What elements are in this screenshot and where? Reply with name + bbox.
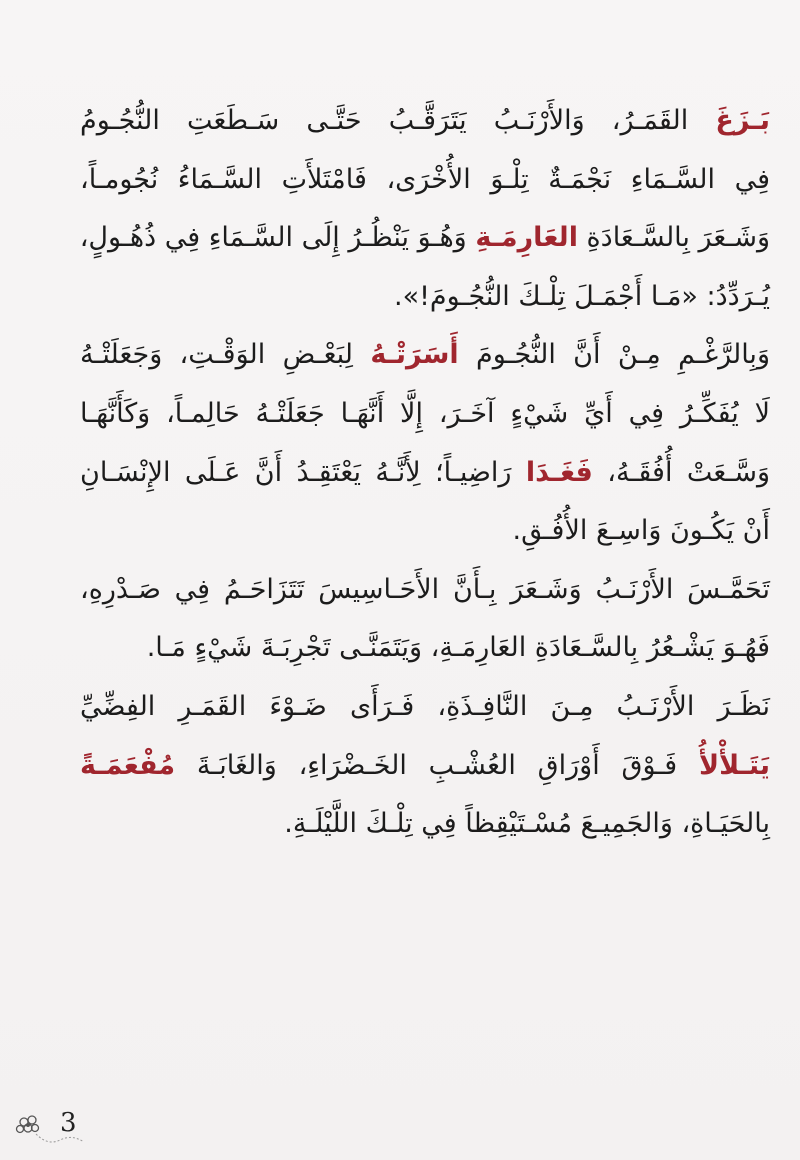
story-line (80, 268, 770, 327)
story-text (80, 92, 770, 854)
story-text-segment: لِبَعْـضِ الوَقْـتِ، وَجَعَلَتْـهُ (80, 339, 371, 371)
story-line (80, 92, 770, 151)
story-line (80, 619, 770, 678)
story-line (80, 151, 770, 210)
highlighted-word: مُفْعَمَـةً (80, 749, 176, 781)
story-text-segment: وَسَّـعَتْ أُفُقَـهُ، (592, 456, 770, 488)
story-line (80, 678, 770, 737)
story-text-segment: رَاضِيـاً؛ لِأَنَّـهُ يَعْتَقِـدُ أَنَّ عَـلَى الإِنْسَـانِ (80, 456, 526, 488)
story-line (80, 561, 770, 620)
story-line (80, 326, 770, 385)
highlighted-word: بَـزَغَ (715, 105, 770, 136)
highlighted-word: أَسَرَتْـهُ (370, 339, 459, 371)
story-line (80, 502, 770, 561)
story-line (80, 737, 770, 796)
highlighted-word: يَتَـلأْلأُ (699, 749, 770, 781)
story-text-segment: لَا يُفَكِّـرُ فِي أَيِّ شَيْءٍ آخَـرَ، إِلَّا أَنَّهَـا جَعَلَتْـهُ حَالِمـاً، وَكَأَنَّهَـا (80, 397, 770, 429)
story-text-segment: نَظَـرَ الأَرْنَـبُ مِـنَ النَّافِـذَةِ، فَـرَأَى ضَـوْءَ القَمَـرِ الفِضِّيِّ (80, 690, 770, 722)
highlighted-word: فَغَـدَا (525, 456, 593, 488)
story-text-segment: وَهُـوَ يَنْظُـرُ إِلَى السَّـمَاءِ فِي ذُهُـولٍ، (79, 222, 476, 254)
story-text-segment: فَهُـوَ يَشْـعُرُ بِالسَّـعَادَةِ العَارِمَـةِ، وَيَتَمَنَّـى تَجْرِبَـةَ شَيْءٍ مَـا. (146, 632, 770, 664)
story-text-segment: فِي السَّـمَاءِ نَجْمَـةٌ تِلْـوَ الأُخْرَى، فَامْتَلأَتِ السَّـمَاءُ نُجُومـاً، (80, 163, 770, 195)
story-text-segment: أَنْ يَكُـونَ وَاسِـعَ الأُفُـقِ. (512, 515, 770, 547)
story-text-segment: يُـرَدِّدُ: «مَـا أَجْمَـلَ تِلْـكَ النُّجُـومَ!». (394, 280, 770, 312)
story-text-segment: بِالحَيَـاةِ، وَالجَمِيـعَ مُسْـتَيْقِظاً فِي تِلْـكَ اللَّيْلَـةِ. (284, 808, 770, 840)
story-text-segment: فَـوْقَ أَوْرَاقِ العُشْـبِ الخَـضْرَاءِ، وَالغَابَـةَ (175, 749, 699, 781)
story-text-segment: القَمَـرُ، وَالأَرْنَـبُ يَتَرَقَّـبُ حَتَّـى سَـطَعَتِ النُّجُـومُ (80, 105, 716, 136)
highlighted-word: العَارِمَـةِ (475, 222, 578, 254)
story-text-segment: وَشَـعَرَ بِالسَّـعَادَةِ (577, 222, 770, 254)
story-line (80, 385, 770, 444)
story-line (80, 795, 770, 854)
story-line (80, 209, 770, 268)
story-text-segment: تَحَمَّـسَ الأَرْنَـبُ وَشَـعَرَ بِـأَنَّ الأَحَـاسِيسَ تَتَزَاحَـمُ فِي صَـدْرِهِ، (80, 573, 770, 605)
story-line (80, 444, 770, 503)
story-text-segment: وَبِالرَّغْـمِ مِـنْ أَنَّ النُّجُـومَ (458, 339, 770, 371)
page-number: 3 (60, 1108, 77, 1138)
